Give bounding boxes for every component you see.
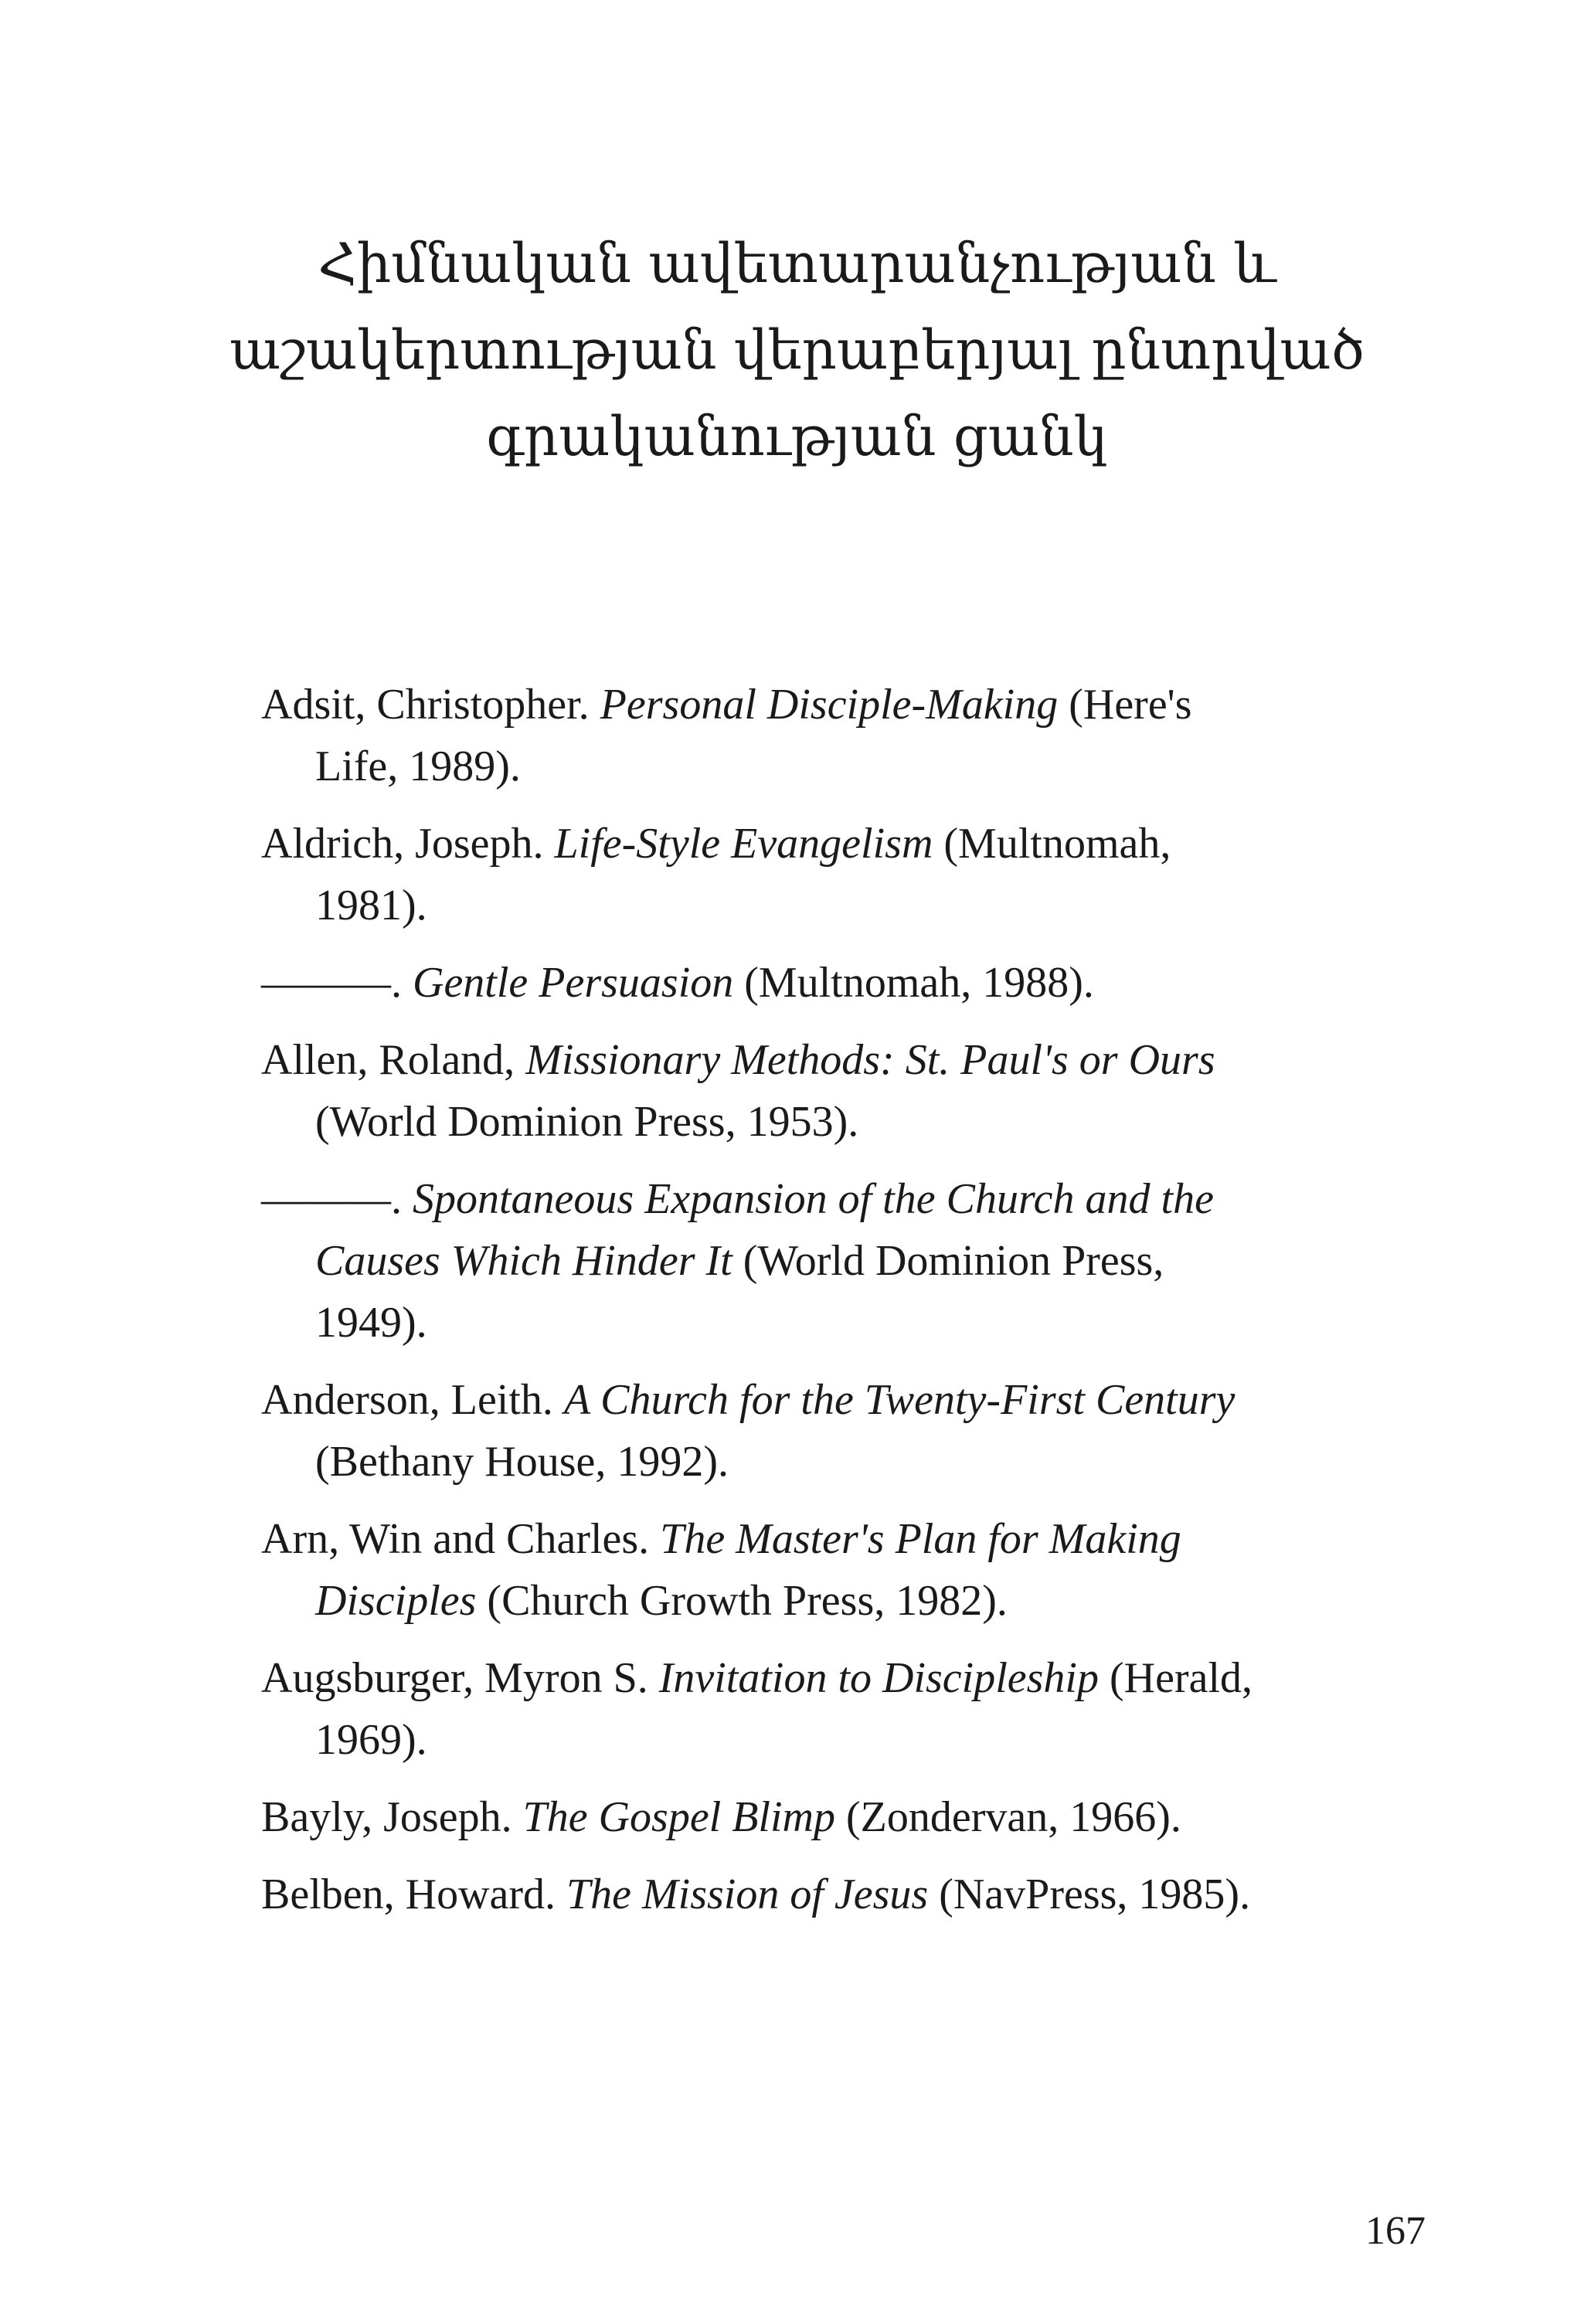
entry-author: ———. <box>261 959 402 1007</box>
entry-author: Bayly, Joseph. <box>261 1793 512 1841</box>
page-title <box>185 220 1409 480</box>
entry-publication: (Multnomah, 1981). <box>315 820 1171 929</box>
page-number: 167 <box>1365 2209 1426 2253</box>
entry-title: A Church for the Twenty-First Century <box>563 1376 1235 1424</box>
bibliography-entry <box>261 1168 1281 1354</box>
entry-title: The Mission of Jesus <box>566 1870 929 1918</box>
entry-author: Belben, Howard. <box>261 1870 556 1918</box>
entry-publication: (Herald, 1969). <box>315 1654 1253 1764</box>
bibliography-entry <box>261 1029 1281 1153</box>
entry-title: Gentle Persuasion <box>413 959 734 1007</box>
entry-title: Missionary Methods: St. Paul's or Ours <box>525 1036 1215 1084</box>
entry-author: Allen, Roland, <box>261 1036 515 1084</box>
entry-author: Augsburger, Myron S. <box>261 1654 648 1702</box>
entry-publication: (Bethany House, 1992). <box>315 1438 729 1486</box>
entry-title: The Master's Plan for Making Disciples <box>315 1515 1181 1625</box>
bibliography-entry <box>261 674 1281 797</box>
entry-author: Adsit, Christopher. <box>261 681 590 729</box>
entry-author: Anderson, Leith. <box>261 1376 553 1424</box>
entry-publication: (Zondervan, 1966). <box>846 1793 1181 1841</box>
bibliography-entry <box>261 1864 1281 1925</box>
entry-title: Invitation to Discipleship <box>658 1654 1099 1702</box>
entry-author: Arn, Win and Charles. <box>261 1515 650 1563</box>
entry-publication: (World Dominion Press, 1949). <box>315 1237 1164 1347</box>
page-title-line: աշակերտության վերաբերյալ ընտրված <box>229 318 1365 382</box>
bibliography-entry <box>261 952 1281 1014</box>
entry-publication: (World Dominion Press, 1953). <box>315 1098 859 1146</box>
entry-title: The Gospel Blimp <box>522 1793 835 1841</box>
entry-title: Life-Style Evangelism <box>554 820 933 868</box>
bibliography-list <box>261 674 1281 1941</box>
entry-publication: (NavPress, 1985). <box>939 1870 1251 1918</box>
entry-author: ———. <box>261 1175 402 1223</box>
bibliography-entry <box>261 1369 1281 1493</box>
entry-publication: (Here's Life, 1989). <box>315 681 1192 790</box>
bibliography-entry <box>261 1786 1281 1848</box>
entry-title: Personal Disciple-Making <box>600 681 1059 729</box>
page-title-line: գրականության ցանկ <box>486 405 1108 468</box>
entry-publication: (Church Growth Press, 1982). <box>487 1577 1008 1625</box>
bibliography-entry <box>261 813 1281 936</box>
entry-publication: (Multnomah, 1988). <box>744 959 1094 1007</box>
entry-title: Spontaneous Expansion of the Church and the Causes Which Hinder It <box>315 1175 1214 1285</box>
bibliography-entry <box>261 1508 1281 1632</box>
page-title-line: Հիմնական ավետարանչության և <box>318 232 1276 295</box>
bibliography-entry <box>261 1647 1281 1771</box>
entry-author: Aldrich, Joseph. <box>261 820 544 868</box>
